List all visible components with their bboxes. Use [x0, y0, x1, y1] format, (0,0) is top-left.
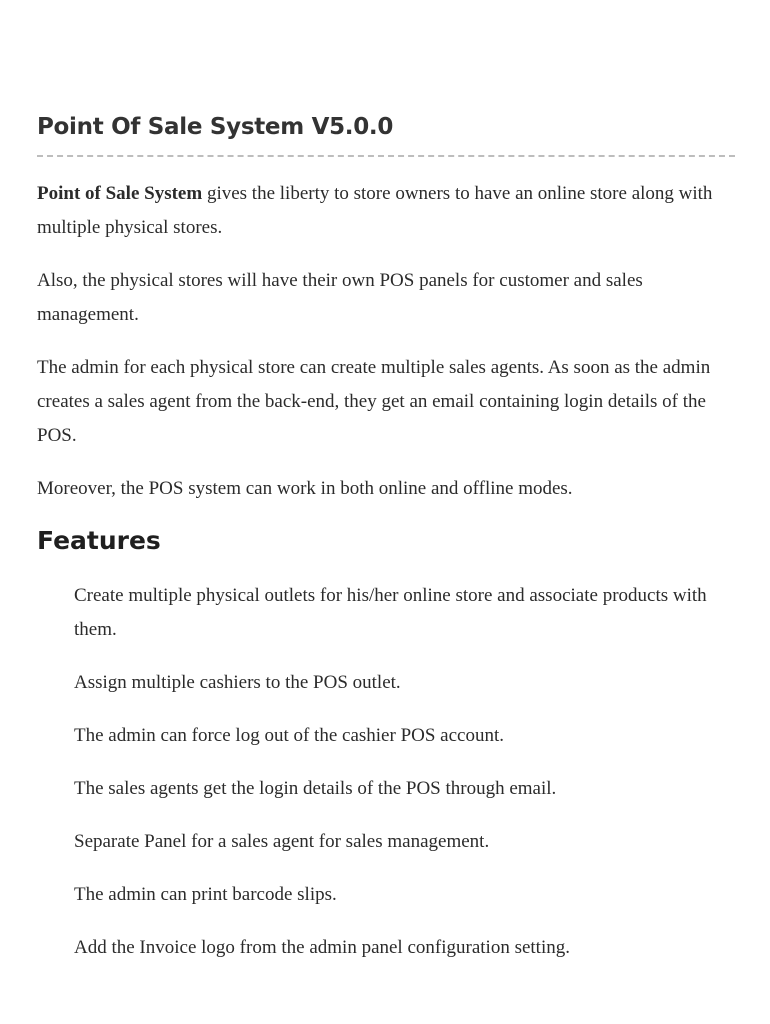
page-title: Point Of Sale System V5.0.0 [37, 114, 394, 140]
feature-item: The admin can print barcode slips. [74, 884, 337, 905]
feature-item: Assign multiple cashiers to the POS outlet. [74, 672, 401, 693]
feature-item: The admin can force log out of the cashier POS account. [74, 725, 504, 746]
feature-item: Separate Panel for a sales agent for sales management. [74, 831, 490, 852]
feature-item: The sales agents get the login details of the POS through email. [74, 778, 557, 799]
feature-item: Add the Invoice logo from the admin panel configuration setting. [74, 937, 570, 958]
intro-section [37, 177, 735, 525]
title-divider [37, 155, 735, 157]
features-list [74, 579, 736, 984]
product-name-bold: Point of Sale System [37, 183, 203, 204]
intro-paragraph-lead [37, 177, 735, 245]
intro-paragraph: Also, the physical stores will have their own POS panels for customer and sales management. [37, 270, 643, 325]
intro-lead-text: gives the liberty to store owners to have an online store along with multiple physical stores. [37, 183, 713, 238]
intro-paragraph: Moreover, the POS system can work in both online and offline modes. [37, 478, 573, 499]
features-heading: Features [37, 526, 161, 555]
intro-paragraph: The admin for each physical store can create multiple sales agents. As soon as the admin creates a sales agent from the back-end, they get an email containing login details of the POS. [37, 357, 711, 446]
feature-item: Create multiple physical outlets for his/her online store and associate products with them. [74, 585, 707, 640]
